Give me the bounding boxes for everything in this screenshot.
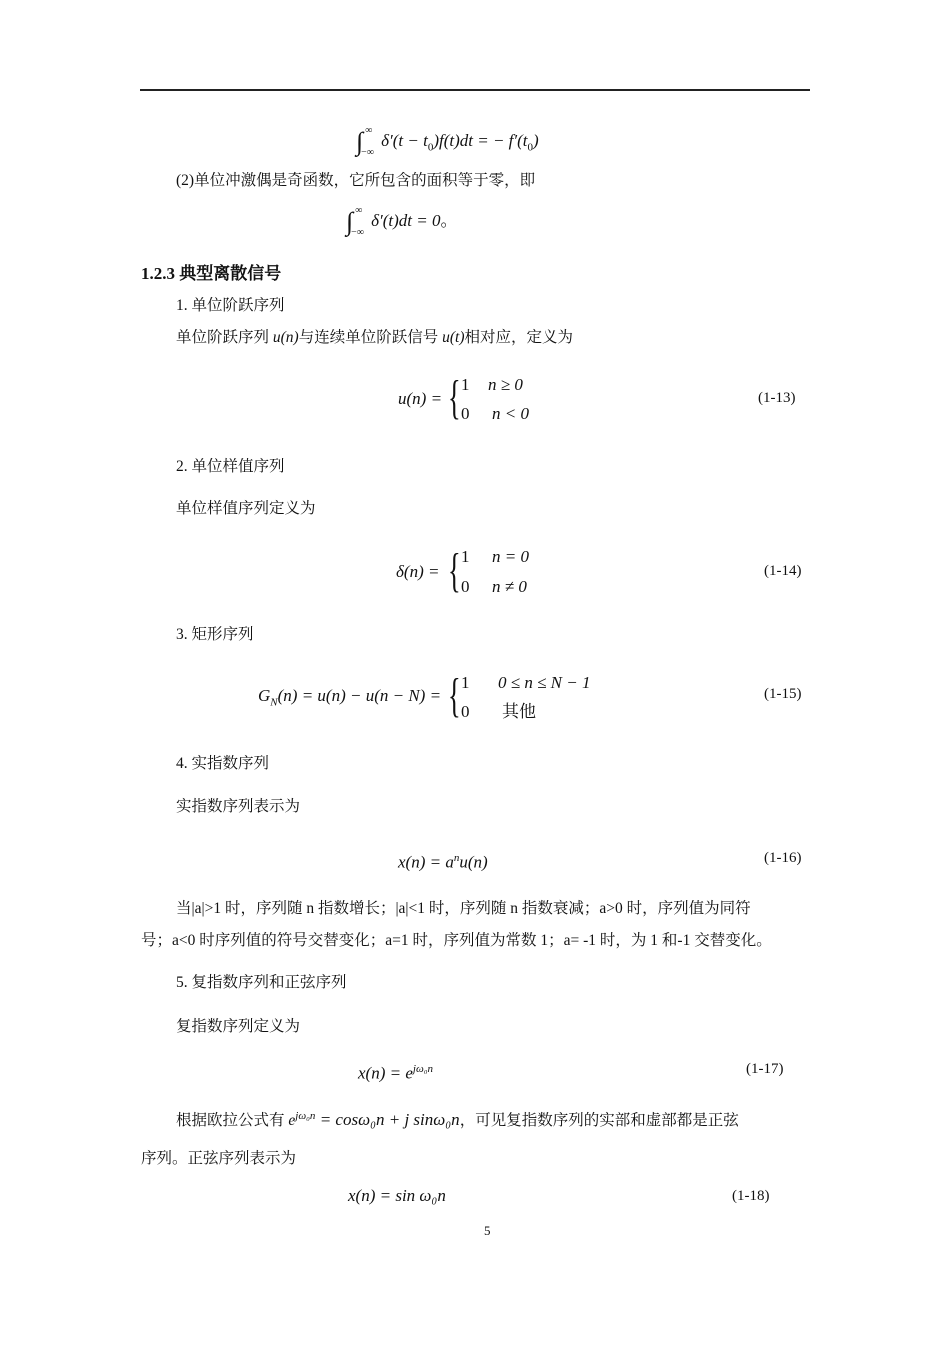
integral-limits: ∞ −∞ [351,205,364,238]
section-heading: 1.2.3 典型离散信号 [141,264,282,283]
equation-number-1-13: (1-13) [758,390,796,406]
integral-sign: ∫ [356,127,364,156]
equation-1-17: $x(n) = e^{j\omega_0n}$ [358,1063,434,1083]
left-brace: { [448,371,461,424]
integral-sign: ∫ [346,207,354,236]
left-brace: { [448,669,461,722]
item-1-title: 1. 单位阶跃序列 [176,297,285,314]
case-2-condition: n ≠ 0 [492,577,527,596]
case-1-condition: 0 ≤ n ≤ N − 1 [498,673,591,692]
case-1-value: 1 [461,673,470,692]
case-1-value: 1 [461,547,470,566]
item-1-description: 单位阶跃序列 u(n)与连续单位阶跃信号 u(t)相对应，定义为 [176,329,574,346]
equation-delta-prime-integral: ∫ ∞ −∞ $\delta'(t - t_0)f(t)dt$ = − $f'(t_0)$ [356,125,539,158]
equation-number-1-17: (1-17) [746,1061,784,1077]
left-brace: { [448,544,461,597]
paragraph-euler: 根据欧拉公式有 $e^{j\omega_0n} = \cos\omega_0n + j$ sinω₀n，可见复指数序列的实部和虚部都是正弦 [176,1110,739,1130]
case-1-value: 1 [461,375,470,394]
case-2-condition: 其他 [502,702,536,721]
item-5-title: 5. 复指数序列和正弦序列 [176,974,347,991]
item-4-description: 实指数序列表示为 [176,798,301,815]
equation-number-1-15: (1-15) [764,686,802,702]
equation-lhs: δ(n) = [396,562,440,581]
paragraph-real-exp-line-1: 当|a|>1 时，序列随 n 指数增长；|a|<1 时，序列随 n 指数衰减；a>0 时，序列值为同符 [176,900,751,917]
item-2-title: 2. 单位样值序列 [176,458,285,475]
equation-number-1-18: (1-18) [732,1188,770,1204]
equation-lhs: u(n) = [398,389,443,408]
header-rule [140,89,810,91]
case-2-value: 0 [461,577,470,596]
case-1-condition: n = 0 [492,547,529,566]
paragraph-euler-line-2: 序列。正弦序列表示为 [141,1150,297,1167]
case-1-condition: n ≥ 0 [488,375,523,394]
equation-number-1-14: (1-14) [764,563,802,579]
equation-lhs: $G_N(n) = u(n) - u(n - N)$ = [258,686,442,709]
paragraph-real-exp-line-2: 号；a<0 时序列值的符号交替变化；a=1 时，序列值为常数 1；a= -1 时，为 1 和-1 交替变化。 [141,932,772,949]
equation-1-18: x(n) = sin ω₀n [348,1186,446,1205]
page-number: 5 [484,1223,491,1238]
case-2-value: 0 [461,702,470,721]
equation-number-1-16: (1-16) [764,850,802,866]
item-3-title: 3. 矩形序列 [176,626,254,643]
item-2-description: 单位样值序列定义为 [176,500,316,517]
case-2-condition: n < 0 [492,404,529,423]
item-5-description: 复指数序列定义为 [176,1018,301,1035]
paragraph-odd-function: (2)单位冲激偶是奇函数，它所包含的面积等于零，即 [176,172,536,189]
case-2-value: 0 [461,404,470,423]
integral-limits: ∞ −∞ [361,125,374,158]
equation-zero-area: ∫ ∞ −∞ δ′(t)dt = 0。 [346,205,458,238]
equation-1-16: $x(n) = a^nu(n)$ [398,852,488,872]
item-4-title: 4. 实指数序列 [176,755,270,772]
